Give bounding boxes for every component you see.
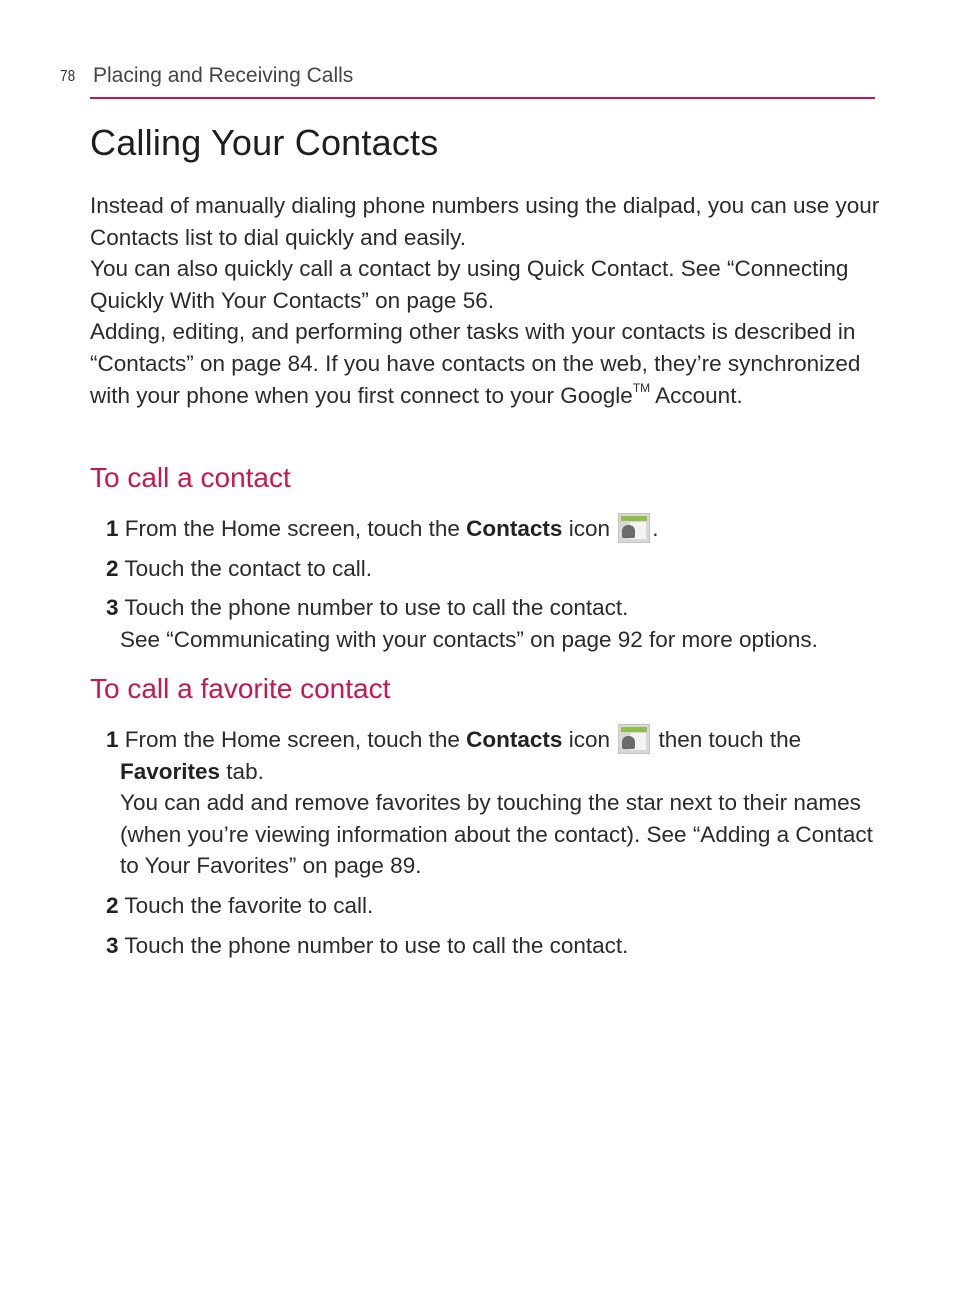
step-note: You can add and remove favorites by touching the star next to their names (when you’re viewing information about the contact). See “Adding a Contact to Your Favorites” on page 89. [120, 790, 873, 879]
intro-text [90, 190, 880, 411]
step-1: 1 From the Home screen, touch the Contacts icon . [106, 513, 896, 545]
intro-paragraph-3: Adding, editing, and performing other tasks with your contacts is described in “Contacts” on page 84. If you have contacts on the web, they’re synchronized with your phone when you first connect to your Google™ Account. [90, 319, 861, 408]
header-rule [90, 97, 875, 99]
step-3: 3 Touch the phone number to use to call the contact. See “Communicating with your contacts” on page 92 for more options. [106, 592, 896, 655]
step-1: 1 From the Home screen, touch the Contacts icon then touch the Favorites tab. You can add and remove favorites by touching the star next to their names (when you’re viewing information about the contact). See “Adding a Contact to Your Favorites” on page 89. [106, 724, 896, 882]
section-heading-call-favorite: To call a favorite contact [90, 673, 391, 704]
trademark: TM [632, 380, 651, 395]
steps-call-favorite [106, 724, 896, 969]
section-title: Placing and Receiving Calls [93, 64, 354, 87]
intro-paragraph-1: Instead of manually dialing phone numbers using the dialpad, you can use your Contacts list to dial quickly and easily. [90, 193, 880, 250]
page-header [60, 64, 875, 100]
step-2: 2 Touch the favorite to call. [106, 892, 374, 918]
step-note: See “Communicating with your contacts” on page 92 for more options. [120, 626, 818, 652]
intro-paragraph-2: You can also quickly call a contact by using Quick Contact. See “Connecting Quickly With Your Contacts” on page 56. [90, 256, 849, 313]
section-heading-call-contact: To call a contact [90, 462, 291, 493]
page-number: 78 [60, 68, 76, 85]
contacts-icon [618, 513, 650, 543]
page-title: Calling Your Contacts [90, 122, 439, 163]
step-3: 3 Touch the phone number to use to call the contact. [106, 932, 629, 958]
contacts-icon [618, 724, 650, 754]
steps-call-contact [106, 513, 896, 663]
step-2: 2 Touch the contact to call. [106, 555, 373, 581]
